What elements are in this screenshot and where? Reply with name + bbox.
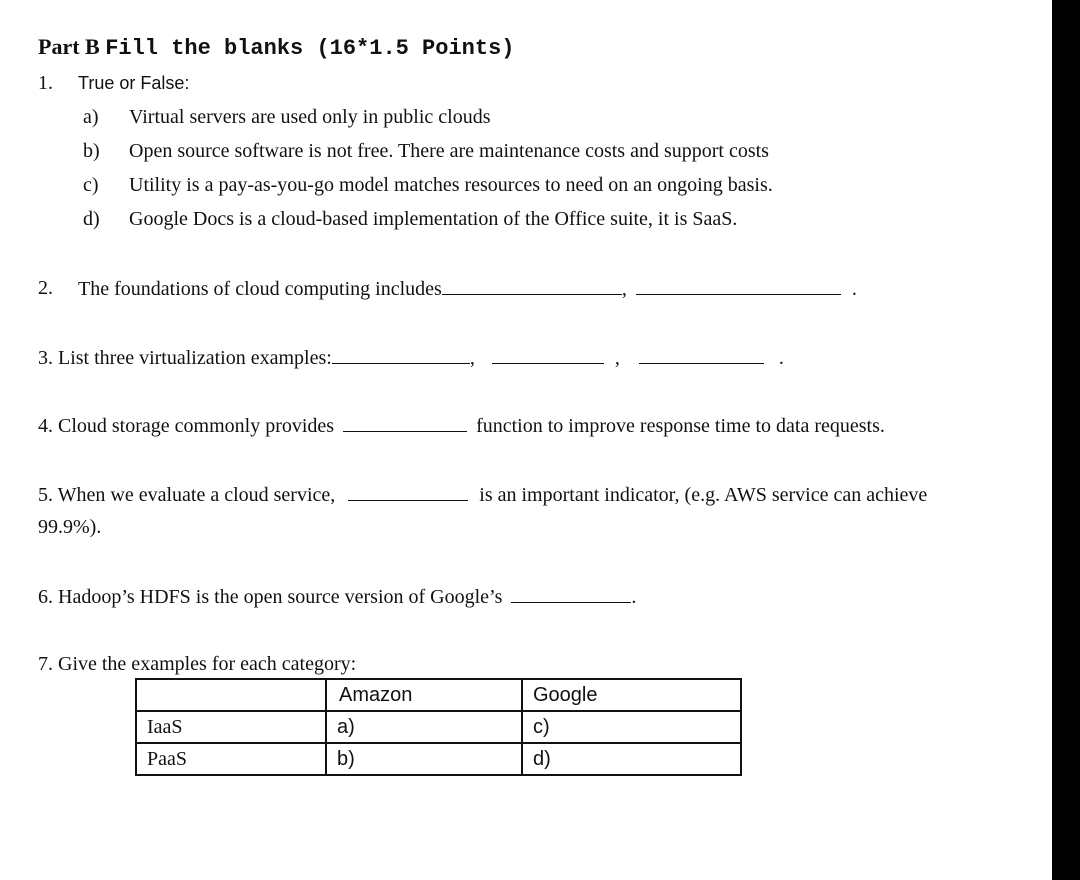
table-row-label-iaas: IaaS (136, 711, 326, 743)
table-cell-iaas-google[interactable]: c) (522, 711, 741, 743)
table-cell-iaas-amazon[interactable]: a) (326, 711, 522, 743)
category-table (135, 678, 742, 776)
section-title (38, 36, 514, 60)
q1-item-b-label: b) (83, 140, 100, 162)
q1-item-a-text: Virtual servers are used only in public clouds (129, 106, 491, 128)
q2-text: The foundations of cloud computing includes (78, 278, 442, 300)
q6-text: 6. Hadoop’s HDFS is the open source version of Google’s (38, 586, 503, 608)
q4-blank[interactable] (343, 415, 467, 432)
q3-line (38, 347, 784, 368)
table-cell-paas-google[interactable]: d) (522, 743, 741, 775)
q6-end: . (631, 586, 637, 608)
table-header-row (136, 679, 741, 711)
q3-blank-2[interactable] (492, 347, 604, 364)
q5-after: is an important indicator, (e.g. AWS service can achieve (479, 484, 928, 506)
q3-sep-2: , (614, 347, 620, 369)
q6-line (38, 586, 636, 607)
q4-before: 4. Cloud storage commonly provides (38, 415, 335, 437)
q1-item-c-label: c) (83, 174, 99, 196)
q1-prompt: True or False: (78, 73, 190, 93)
table-header-cell (136, 679, 326, 711)
table-header-google: Google (522, 679, 741, 711)
q4-line (38, 415, 885, 436)
q1-item-d-label: d) (83, 208, 100, 230)
q2-blank-2[interactable] (636, 278, 841, 295)
q3-end: . (778, 347, 784, 369)
q5-blank[interactable] (348, 484, 468, 501)
table-row-label-paas: PaaS (136, 743, 326, 775)
q3-blank-3[interactable] (639, 347, 764, 364)
q7-text: 7. Give the examples for each category: (38, 653, 357, 675)
q4-after: function to improve response time to data requests. (476, 415, 885, 437)
q3-blank-1[interactable] (332, 347, 470, 364)
q2-line (78, 278, 857, 299)
q2-number: 2. (38, 277, 53, 299)
table-row (136, 743, 741, 775)
q5-before: 5. When we evaluate a cloud service, (38, 484, 336, 506)
q1-item-b-text: Open source software is not free. There are maintenance costs and support costs (129, 140, 769, 162)
q2-sep-1: , (621, 278, 627, 300)
q2-end: . (851, 278, 857, 300)
q1-item-d-text: Google Docs is a cloud-based implementation of the Office suite, it is SaaS. (129, 208, 738, 230)
q3-text: 3. List three virtualization examples: (38, 347, 332, 369)
q1-item-c-text: Utility is a pay-as-you-go model matches resources to need on an ongoing basis. (129, 174, 773, 196)
table-row (136, 711, 741, 743)
q1-number: 1. (38, 72, 53, 94)
table-cell-paas-amazon[interactable]: b) (326, 743, 522, 775)
q2-blank-1[interactable] (442, 278, 622, 295)
table-header-amazon: Amazon (326, 679, 522, 711)
section-title-rest: Fill the blanks (16*1.5 Points) (105, 36, 515, 61)
section-title-part: Part B (38, 34, 100, 59)
q5-line-1 (38, 484, 927, 505)
q3-sep-1: , (469, 347, 475, 369)
q5-line-2: 99.9%). (38, 516, 102, 538)
page-edge-bar (1052, 0, 1080, 880)
q6-blank[interactable] (511, 586, 631, 603)
q1-item-a-label: a) (83, 106, 99, 128)
